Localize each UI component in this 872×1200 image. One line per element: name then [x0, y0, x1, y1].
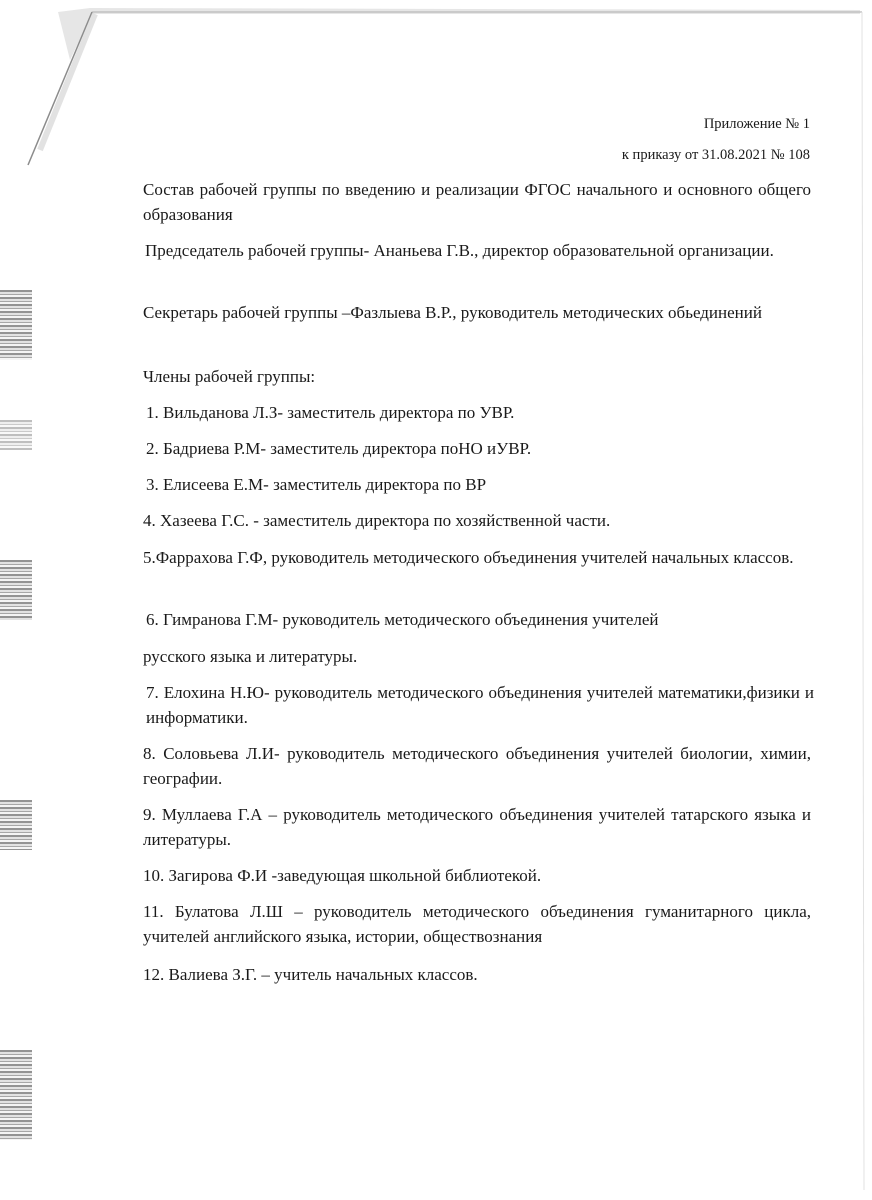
order-reference: к приказу от 31.08.2021 № 108	[621, 147, 810, 163]
binding-strip	[0, 420, 32, 450]
binding-strip	[0, 290, 32, 360]
binding-strip	[0, 800, 32, 850]
member-item: 6. Гимранова Г.М- руководитель методического объединения учителей	[146, 610, 659, 629]
member-item: 3. Елисеева Е.М- заместитель директора по ВР	[146, 475, 487, 494]
binding-strip	[0, 1050, 32, 1140]
member-item: 1. Вильданова Л.З- заместитель директора по УВР.	[146, 403, 515, 422]
chairman-paragraph: Председатель рабочей группы- Ананьева Г.В., директор образовательной организации.	[145, 241, 774, 260]
member-item: 8. Соловьева Л.И- руководитель методического объединения учителей биологии, химии, географии.	[143, 744, 811, 788]
member-item: 4. Хазеева Г.С. - заместитель директора по хозяйственной части.	[143, 511, 611, 530]
member-item: 11. Булатова Л.Ш – руководитель методического объединения гуманитарного цикла, учителей английского языка, истории, обществознания	[143, 902, 811, 946]
member-item: 7. Елохина Н.Ю- руководитель методического объединения учителей математики,физики и информатики.	[146, 683, 814, 727]
member-item: 5.Фаррахова Г.Ф, руководитель методического объединения учителей начальных классов.	[143, 548, 794, 567]
member-item: 10. Загирова Ф.И -заведующая школьной библиотекой.	[143, 866, 542, 885]
member-item: русского языка и литературы.	[143, 647, 358, 666]
binding-strip	[0, 560, 32, 620]
appendix-label: Приложение № 1	[703, 116, 810, 132]
members-heading: Члены рабочей группы:	[143, 367, 316, 386]
secretary-paragraph: Секретарь рабочей группы –Фазлыева В.Р., руководитель методических обьединений	[143, 303, 762, 322]
member-item: 9. Муллаева Г.А – руководитель методического объединения учителей татарского языка и литературы.	[143, 805, 811, 849]
member-item: 2. Бадриева Р.М- заместитель директора поНО иУВР.	[146, 439, 532, 458]
member-item: 12. Валиева З.Г. – учитель начальных классов.	[143, 965, 478, 984]
document-title: Состав рабочей группы по введению и реализации ФГОС начального и основного общего образования	[143, 180, 811, 224]
